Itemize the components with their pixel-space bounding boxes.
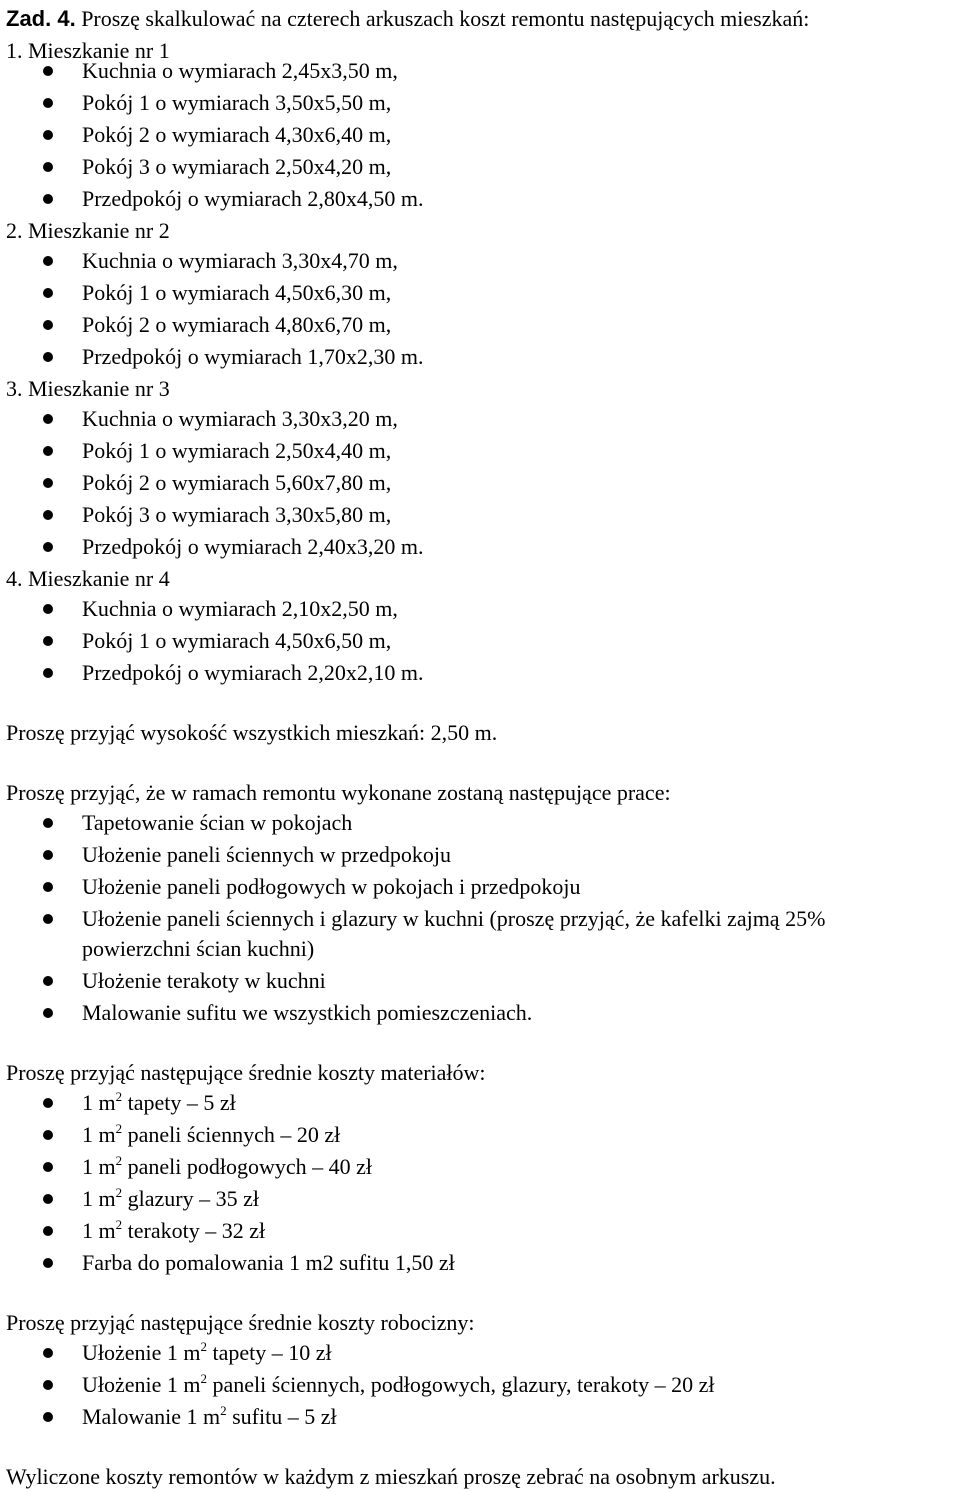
bullet-icon xyxy=(43,914,53,924)
material-item: 1 $m^2$ glazury – 35 zł xyxy=(82,1185,259,1211)
material-item: Farba do pomalowania 1 m2 sufitu 1,50 zł xyxy=(82,1250,455,1275)
bullet-icon xyxy=(43,1098,53,1108)
materials-intro: Proszę przyjąć następujące średnie koszty materiałów: xyxy=(6,1060,486,1085)
works-intro: Proszę przyjąć, że w ramach remontu wykonane zostaną następujące prace: xyxy=(6,780,671,805)
room-item: Przedpokój o wymiarach 2,80x4,50 m. xyxy=(82,186,424,211)
room-item: Pokój 2 o wymiarach 4,30x6,40 m, xyxy=(82,122,392,147)
material-item: 1 $m^2$ tapety – 5 zł xyxy=(82,1089,236,1115)
room-item: Pokój 2 o wymiarach 5,60x7,80 m, xyxy=(82,470,392,495)
bullet-icon xyxy=(43,66,53,76)
bullet-icon xyxy=(43,1130,53,1140)
room-item: Przedpokój o wymiarach 2,20x2,10 m. xyxy=(82,660,424,685)
room-item: Przedpokój o wymiarach 1,70x2,30 m. xyxy=(82,344,424,369)
bullet-icon xyxy=(43,478,53,488)
bullet-icon xyxy=(43,194,53,204)
material-item: 1 $m^2$ paneli podłogowych – 40 zł xyxy=(82,1153,373,1179)
bullet-icon xyxy=(43,850,53,860)
task-heading xyxy=(6,6,809,32)
room-item: Pokój 1 o wymiarach 3,50x5,50 m, xyxy=(82,90,392,115)
apartment-heading: 1. Mieszkanie nr 1 xyxy=(6,38,170,63)
bullet-icon xyxy=(43,288,53,298)
room-item: Pokój 2 o wymiarach 4,80x6,70 m, xyxy=(82,312,392,337)
room-item: Pokój 3 o wymiarach 3,30x5,80 m, xyxy=(82,502,392,527)
bullet-icon xyxy=(43,1412,53,1422)
room-item: Kuchnia o wymiarach 3,30x4,70 m, xyxy=(82,248,398,273)
room-item: Kuchnia o wymiarach 3,30x3,20 m, xyxy=(82,406,398,431)
room-item: Pokój 1 o wymiarach 4,50x6,50 m, xyxy=(82,628,392,653)
labor-item: Ułożenie 1 $m^2$ paneli ściennych, podłogowych, glazury, terakoty – 20 zł xyxy=(82,1371,715,1397)
apartment-heading: 2. Mieszkanie nr 2 xyxy=(6,218,170,243)
bullet-icon xyxy=(43,510,53,520)
labor-item: Ułożenie 1 $m^2$ tapety – 10 zł xyxy=(82,1339,332,1365)
bullet-icon xyxy=(43,414,53,424)
bullet-icon xyxy=(43,446,53,456)
bullet-icon xyxy=(43,1008,53,1018)
bullet-icon xyxy=(43,1348,53,1358)
bullet-icon xyxy=(43,668,53,678)
work-item: Malowanie sufitu we wszystkich pomieszczeniach. xyxy=(82,1000,533,1025)
material-item: 1 $m^2$ terakoty – 32 zł xyxy=(82,1217,266,1243)
bullet-icon xyxy=(43,976,53,986)
labor-item: Malowanie 1 $m^2$ sufitu – 5 zł xyxy=(82,1403,337,1429)
bullet-icon xyxy=(43,130,53,140)
footer-note: Wyliczone koszty remontów w każdym z mieszkań proszę zebrać na osobnym arkuszu. xyxy=(6,1464,776,1489)
bullet-icon xyxy=(43,636,53,646)
height-note: Proszę przyjąć wysokość wszystkich mieszkań: 2,50 m. xyxy=(6,720,498,745)
bullet-icon xyxy=(43,542,53,552)
bullet-icon xyxy=(43,1162,53,1172)
room-item: Kuchnia o wymiarach 2,10x2,50 m, xyxy=(82,596,398,621)
room-item: Kuchnia o wymiarach 2,45x3,50 m, xyxy=(82,58,398,83)
bullet-icon xyxy=(43,882,53,892)
room-item: Przedpokój o wymiarach 2,40x3,20 m. xyxy=(82,534,424,559)
material-item: 1 $m^2$ paneli ściennych – 20 zł xyxy=(82,1121,341,1147)
work-item: Ułożenie paneli podłogowych w pokojach i przedpokoju xyxy=(82,874,581,899)
work-item-continuation: powierzchni ścian kuchni) xyxy=(82,936,315,961)
work-item: Ułożenie paneli ściennych i glazury w kuchni (proszę przyjąć, że kafelki zajmą 25% xyxy=(82,906,826,931)
bullet-icon xyxy=(43,352,53,362)
bullet-icon xyxy=(43,98,53,108)
work-item: Ułożenie paneli ściennych w przedpokoju xyxy=(82,842,451,867)
room-item: Pokój 1 o wymiarach 4,50x6,30 m, xyxy=(82,280,392,305)
room-item: Pokój 3 o wymiarach 2,50x4,20 m, xyxy=(82,154,392,179)
labor-intro: Proszę przyjąć następujące średnie koszty robocizny: xyxy=(6,1310,475,1335)
bullet-icon xyxy=(43,818,53,828)
bullet-icon xyxy=(43,256,53,266)
task-text: Proszę skalkulować na czterech arkuszach koszt remontu następujących mieszkań: xyxy=(81,6,810,31)
bullet-icon xyxy=(43,320,53,330)
work-item: Tapetowanie ścian w pokojach xyxy=(82,810,353,835)
apartment-heading: 3. Mieszkanie nr 3 xyxy=(6,376,170,401)
bullet-icon xyxy=(43,1226,53,1236)
bullet-icon xyxy=(43,1380,53,1390)
bullet-icon xyxy=(43,604,53,614)
bullet-icon xyxy=(43,1194,53,1204)
bullet-icon xyxy=(43,162,53,172)
bullet-icon xyxy=(43,1258,53,1268)
task-label: Zad. 4. xyxy=(6,6,76,31)
apartment-heading: 4. Mieszkanie nr 4 xyxy=(6,566,170,591)
room-item: Pokój 1 o wymiarach 2,50x4,40 m, xyxy=(82,438,392,463)
work-item: Ułożenie terakoty w kuchni xyxy=(82,968,326,993)
